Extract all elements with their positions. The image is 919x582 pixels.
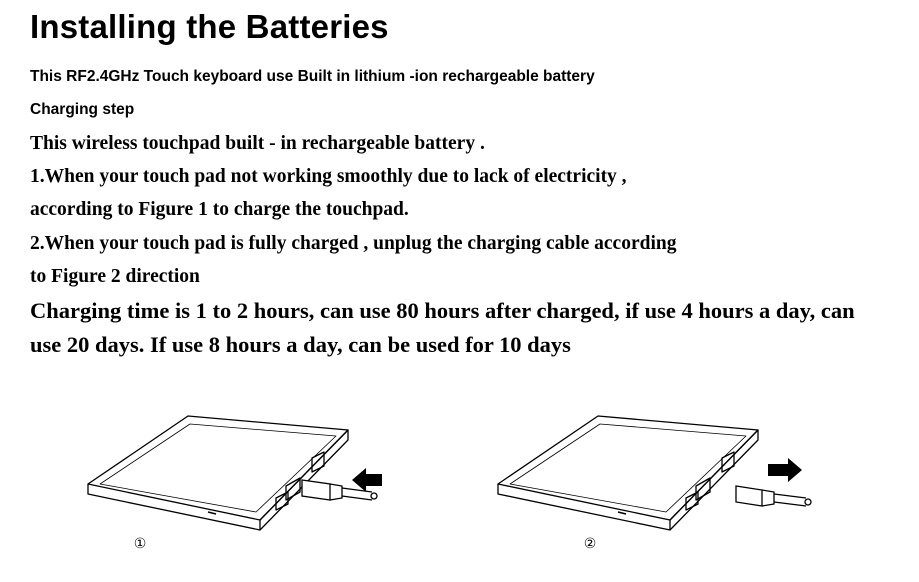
page-title: Installing the Batteries [30, 8, 389, 45]
arrow-right-icon [768, 458, 802, 482]
touchpad-illustration [88, 416, 348, 530]
figure-label [584, 536, 597, 552]
instruction-line-3: according to Figure 1 to charge the touchpad. [30, 199, 409, 220]
charging-time-line-1: Charging time is 1 to 2 hours, can use 80 hours after charged, if use 4 hours a day, can [30, 298, 855, 323]
arrow-left-icon [352, 468, 382, 492]
figure-2 [490, 408, 830, 558]
intro-text: This RF2.4GHz Touch keyboard use Built in lithium -ion rechargeable battery [30, 68, 595, 85]
instruction-line-1: This wireless touchpad built - in rechargeable battery . [30, 133, 485, 154]
step-heading: Charging step [30, 101, 135, 118]
figure-1 [80, 408, 400, 558]
svg-text:②: ② [583, 536, 597, 552]
touchpad-illustration [498, 416, 758, 530]
instruction-line-2: 1.When your touch pad not working smoothly due to lack of electricity , [30, 166, 627, 187]
instruction-line-5: to Figure 2 direction [30, 266, 200, 287]
charging-time-line-2: use 20 days. If use 8 hours a day, can be used for 10 days [30, 332, 571, 357]
charging-cable [736, 486, 811, 506]
instruction-line-4: 2.When your touch pad is fully charged , unplug the charging cable according [30, 233, 677, 254]
svg-text:①: ① [133, 536, 147, 552]
figure-label [134, 536, 147, 552]
